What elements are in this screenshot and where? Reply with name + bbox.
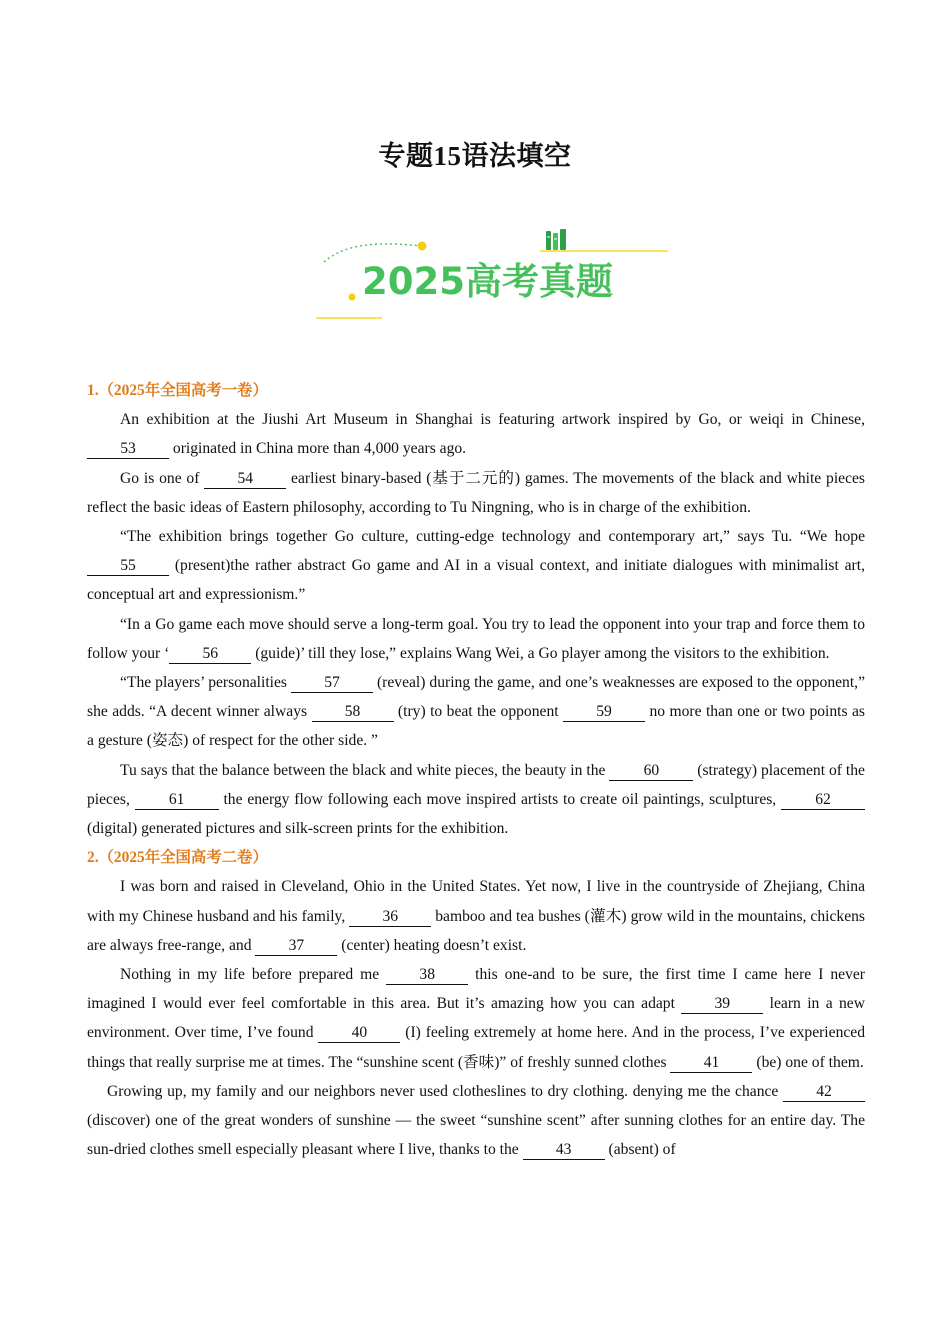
question-2-header: 2.（2025年全国高考二卷） [87, 849, 268, 867]
question-2-body [87, 872, 865, 1164]
paragraph [87, 610, 865, 668]
banner-dot-top [418, 242, 427, 251]
paragraph-text: originated in China more than 4,000 years ago. [169, 440, 467, 458]
books-icon [546, 229, 566, 250]
answer-blank-36[interactable]: 36 [349, 908, 431, 927]
paragraph [87, 872, 865, 960]
paragraph [87, 960, 865, 1077]
answer-blank-59[interactable]: 59 [563, 703, 645, 722]
answer-blank-54[interactable]: 54 [204, 470, 286, 489]
paragraph-text: no more than one or two points as a gesture (姿态) of respect for the other side. ” [87, 703, 865, 750]
answer-blank-41[interactable]: 41 [670, 1054, 752, 1073]
banner-2025-exam [312, 224, 677, 326]
question-1-header: 1.（2025年全国高考一卷） [87, 382, 268, 399]
paragraph [87, 405, 865, 463]
answer-blank-43[interactable]: 43 [523, 1141, 605, 1160]
answer-blank-60[interactable]: 60 [609, 762, 693, 781]
paragraph-text: (guide)’ till they lose,” explains Wang Wei, a Go player among the visitors to the exhibition. [251, 644, 830, 662]
paragraph-text: (strategy) placement of the pieces, [87, 761, 865, 808]
paragraph-text: (try) to beat the opponent [393, 703, 564, 721]
paragraph-text: “The exhibition brings together Go culture, cutting-edge technology and contemporary art,” says Tu. “We hope [120, 528, 865, 546]
answer-blank-39[interactable]: 39 [681, 995, 763, 1014]
question-1-body [87, 405, 865, 843]
paragraph-text: the energy flow following each move inspired artists to create oil paintings, sculptures, [218, 790, 782, 808]
answer-blank-37[interactable]: 37 [255, 937, 337, 956]
paragraph-text: (be) one of them. [752, 1053, 864, 1071]
page-title: 专题15语法填空 [378, 141, 572, 171]
answer-blank-42[interactable]: 42 [783, 1083, 865, 1102]
paragraph-text: (discover) one of the great wonders of sunshine — the sweet “sunshine scent” after sunning clothes for an entire day. The sun-dried clothes smell especially pleasant where I live, thanks to the [87, 1112, 865, 1159]
answer-blank-38[interactable]: 38 [386, 966, 468, 985]
paragraph-text: (center) heating doesn’t exist. [337, 936, 527, 954]
paragraph [87, 756, 865, 844]
paragraph-text: (digital) generated pictures and silk-screen prints for the exhibition. [87, 820, 509, 838]
banner-text: 2025高考真题 [362, 260, 613, 303]
paragraph-text: “In a Go game each move should serve a long-term goal. You try to lead the opponent into your trap and force them to follow your ‘ [87, 615, 865, 662]
content [87, 376, 865, 1164]
paragraph-text: Nothing in my life before prepared me [120, 966, 387, 984]
paragraph [87, 668, 865, 756]
paragraph-text: earliest binary-based (基于二元的) games. The movements of the black and white pieces reflect the basic ideas of Eastern philosophy, according to Tu Ningning, who is in charge of the exhibition. [87, 469, 865, 516]
paragraph-text: (I) feeling extremely at home here. And in the process, I’ve experienced things that really surprise me at times. The “sunshine scent (香味)” of freshly sunned clothes [87, 1024, 865, 1071]
paragraph [87, 1077, 865, 1165]
answer-blank-53[interactable]: 53 [87, 440, 169, 459]
paragraph-text: (reveal) during the game, and one’s weaknesses are exposed to the opponent,” she adds. “A decent winner always [87, 674, 865, 721]
paragraph-text: learn in a new environment. Over time, I’ve found [87, 995, 865, 1042]
paragraph [87, 464, 865, 522]
answer-blank-58[interactable]: 58 [312, 703, 394, 722]
answer-blank-40[interactable]: 40 [318, 1024, 400, 1043]
answer-blank-57[interactable]: 57 [291, 674, 373, 693]
paragraph-text: (absent) of [604, 1141, 676, 1159]
answer-blank-61[interactable]: 61 [135, 791, 219, 810]
banner-dot-bottom [349, 294, 356, 301]
paragraph-text: (present)the rather abstract Go game and AI in a visual context, and initiate dialogues with minimalist art, conceptual art and expressionism.” [87, 557, 865, 604]
paragraph-text: I was born and raised in Cleveland, Ohio in the United States. Yet now, I live in the countryside of Zhejiang, China with my Chinese husband and his family, [87, 878, 865, 925]
paragraph-text: Tu says that the balance between the black and white pieces, the beauty in the [120, 761, 610, 779]
paragraph-text: Go is one of [120, 469, 205, 487]
paragraph-text: bamboo and tea bushes (灌木) grow wild in the mountains, chickens are always free-range, and [87, 907, 865, 954]
answer-blank-56[interactable]: 56 [169, 645, 251, 664]
paragraph-text: “The players’ personalities [120, 674, 291, 692]
answer-blank-55[interactable]: 55 [87, 557, 169, 576]
paragraph-text: Growing up, my family and our neighbors never used clotheslines to dry clothing. denying me the chance [107, 1082, 783, 1100]
paragraph-text: An exhibition at the Jiushi Art Museum in Shanghai is featuring artwork inspired by Go, or weiqi in Chinese, [120, 411, 865, 429]
paragraph [87, 522, 865, 610]
paragraph-text: this one-and to be sure, the first time I came here I never imagined I would ever feel comfortable in this area. But it’s amazing how you can adapt [87, 966, 865, 1013]
answer-blank-62[interactable]: 62 [781, 791, 865, 810]
